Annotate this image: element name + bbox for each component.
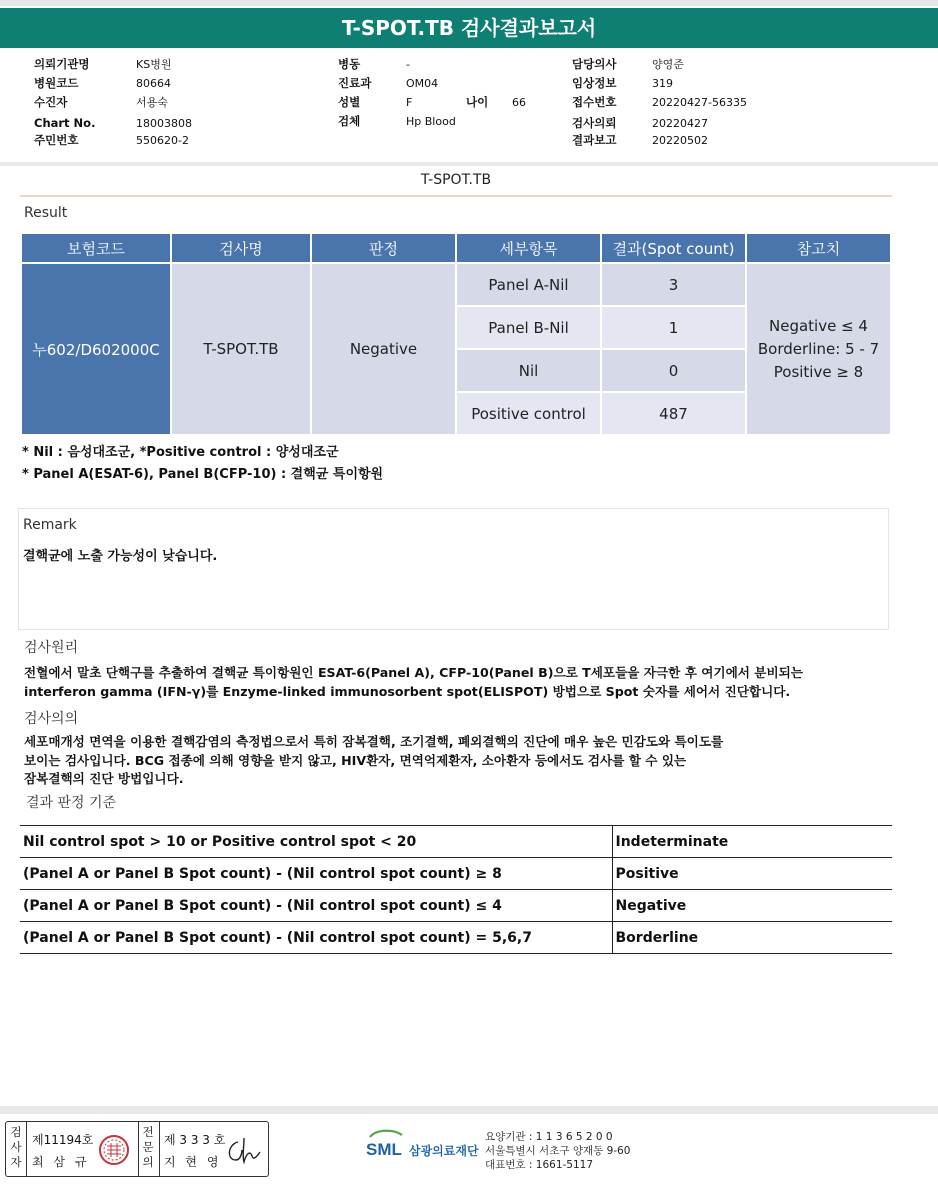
label-ward: 병동: [338, 57, 361, 71]
table-row: [20, 922, 892, 954]
criteria-result: Positive: [612, 858, 892, 890]
inspector-number: 제11194호: [32, 1133, 94, 1147]
criteria-title: 결과 판정 기준: [26, 795, 117, 811]
value-sex: F: [406, 96, 413, 109]
label-hospital-code: 병원코드: [34, 76, 79, 90]
spot-count-cell: 487: [602, 393, 745, 434]
label-sex: 성별: [338, 95, 361, 109]
criteria-condition: (Panel A or Panel B Spot count) - (Nil control spot count) ≤ 4: [20, 890, 612, 922]
label-receipt-no: 접수번호: [572, 95, 617, 109]
subtitle-divider: [20, 195, 892, 197]
label-specimen: 검체: [338, 114, 361, 128]
value-chart-no: 18003808: [136, 117, 192, 130]
note-panel: * Panel A(ESAT-6), Panel B(CFP-10) : 결핵균 특이항원: [22, 467, 384, 482]
test-name-cell: T-SPOT.TB: [172, 264, 310, 434]
criteria-result: Negative: [612, 890, 892, 922]
insurance-code-cell: 누602/D602000C: [22, 264, 170, 434]
sml-logo-icon: [364, 1127, 408, 1161]
label-clinical-info: 임상정보: [572, 76, 617, 90]
confirm-label: 전문의: [142, 1125, 154, 1169]
value-hospital: KS병원: [136, 58, 172, 71]
spot-count-cell: 1: [602, 307, 745, 348]
org-name: 삼광의료재단: [409, 1144, 479, 1158]
judgement-cell: Negative: [312, 264, 455, 434]
table-row: [22, 264, 890, 305]
header-separator: [0, 162, 938, 166]
value-ward: -: [406, 58, 410, 71]
value-patient: 서용숙: [136, 96, 168, 109]
value-resident-no: 550620-2: [136, 134, 189, 147]
spot-count-cell: 3: [602, 264, 745, 305]
value-age: 66: [512, 96, 526, 109]
label-doctor: 담당의사: [572, 57, 617, 71]
reference-cell: [747, 264, 890, 434]
significance-line: 세포매개성 면역을 이용한 결핵감염의 측정법으로서 특히 잠복결핵, 조기결핵, 폐외결핵의 진단에 매우 높은 민감도와 특이도를: [24, 734, 724, 749]
divider: [159, 1122, 160, 1176]
table-row: [20, 858, 892, 890]
table-row: [20, 890, 892, 922]
principle-line: 전혈에서 말초 단핵구를 추출하여 결핵균 특이항원인 ESAT-6(Panel A), CFP-10(Panel B)으로 T세포들을 자극한 후 여기에서 분비되는: [24, 665, 803, 680]
label-hospital: 의뢰기관명: [34, 57, 90, 71]
result-header-row: [22, 234, 890, 262]
remark-text: 결핵균에 노출 가능성이 낮습니다.: [23, 549, 218, 564]
seal-icon: [98, 1134, 130, 1166]
significance-title: 검사의의: [24, 711, 79, 727]
top-strip: [0, 0, 938, 6]
value-doctor: 양영준: [652, 58, 684, 71]
header-spot-count: 결과(Spot count): [602, 234, 745, 262]
reference-negative: Negative ≤ 4: [769, 316, 868, 335]
value-clinical-info: 319: [652, 77, 673, 90]
label-resident-no: 주민번호: [34, 133, 79, 147]
label-report-date: 결과보고: [572, 133, 617, 147]
criteria-condition: (Panel A or Panel B Spot count) - (Nil control spot count) ≥ 8: [20, 858, 612, 890]
principle-title: 검사원리: [24, 640, 79, 656]
detail-item-cell: Panel A-Nil: [457, 264, 600, 305]
value-specimen: Hp Blood: [406, 115, 456, 128]
criteria-table: [20, 825, 892, 954]
org-code: 요양기관 : 1 1 3 6 5 2 0 0: [485, 1131, 613, 1143]
spot-count-cell: 0: [602, 350, 745, 391]
value-department: OM04: [406, 77, 439, 90]
org-phone: 대표번호 : 1661-5117: [485, 1159, 594, 1171]
detail-item-cell: Positive control: [457, 393, 600, 434]
reference-positive: Positive ≥ 8: [773, 362, 864, 381]
footer-separator: [0, 1106, 938, 1114]
significance-line: 잠복결핵의 진단 방법입니다.: [24, 771, 184, 786]
inspector-label: 검사자: [10, 1125, 22, 1169]
criteria-condition: (Panel A or Panel B Spot count) - (Nil control spot count) = 5,6,7: [20, 922, 612, 954]
inspector-name: 최 삼 규: [32, 1155, 90, 1169]
principle-line: interferon gamma (IFN-γ)를 Enzyme-linked immunosorbent spot(ELISPOT) 방법으로 Spot 숫자를 세어서 진단합니다.: [24, 683, 791, 699]
label-age: 나이: [466, 95, 489, 109]
result-table: [20, 232, 892, 436]
header-reference: 참고치: [747, 234, 890, 262]
value-request-date: 20220427: [652, 117, 708, 130]
significance-line: 보이는 검사입니다. BCG 접종에 의해 영향을 받지 않고, HIV환자, 면역억제환자, 소아환자 등에서도 검사를 할 수 있는: [24, 752, 687, 768]
signature-box: [5, 1121, 269, 1177]
header-detail-item: 세부항목: [457, 234, 600, 262]
label-department: 진료과: [338, 76, 372, 90]
note-nil: * Nil : 음성대조군, *Positive control : 양성대조군: [22, 445, 339, 460]
header-judgement: 판정: [312, 234, 455, 262]
table-row: [20, 826, 892, 858]
result-label: Result: [24, 205, 68, 221]
label-patient: 수진자: [34, 95, 68, 109]
value-hospital-code: 80664: [136, 77, 171, 90]
value-receipt-no: 20220427-56335: [652, 96, 747, 109]
label-chart-no: Chart No.: [34, 116, 96, 130]
divider: [26, 1122, 27, 1176]
test-subtitle: T-SPOT.TB: [420, 172, 492, 188]
remark-title: Remark: [23, 517, 77, 533]
remark-box: [18, 508, 889, 630]
header-insurance-code: 보험코드: [22, 234, 170, 262]
org-address: [485, 1130, 630, 1172]
signature-icon: [224, 1134, 264, 1168]
header-test-name: 검사명: [172, 234, 310, 262]
org-street: 서울특별시 서초구 양재동 9-60: [485, 1145, 631, 1157]
principle-text: [24, 664, 894, 701]
label-request-date: 검사의뢰: [572, 116, 617, 130]
detail-item-cell: Panel B-Nil: [457, 307, 600, 348]
significance-text: [24, 733, 894, 789]
value-report-date: 20220502: [652, 134, 708, 147]
detail-item-cell: Nil: [457, 350, 600, 391]
criteria-result: Borderline: [612, 922, 892, 954]
reference-borderline: Borderline: 5 - 7: [757, 339, 880, 358]
criteria-condition: Nil control spot > 10 or Positive control spot < 20: [20, 826, 612, 858]
criteria-result: Indeterminate: [612, 826, 892, 858]
confirm-name: 지 현 영: [164, 1155, 222, 1169]
svg-text:SML: SML: [366, 1140, 402, 1159]
confirm-number: 제 3 3 3 호: [164, 1133, 226, 1147]
report-title: T-SPOT.TB 검사결과보고서: [0, 8, 938, 48]
